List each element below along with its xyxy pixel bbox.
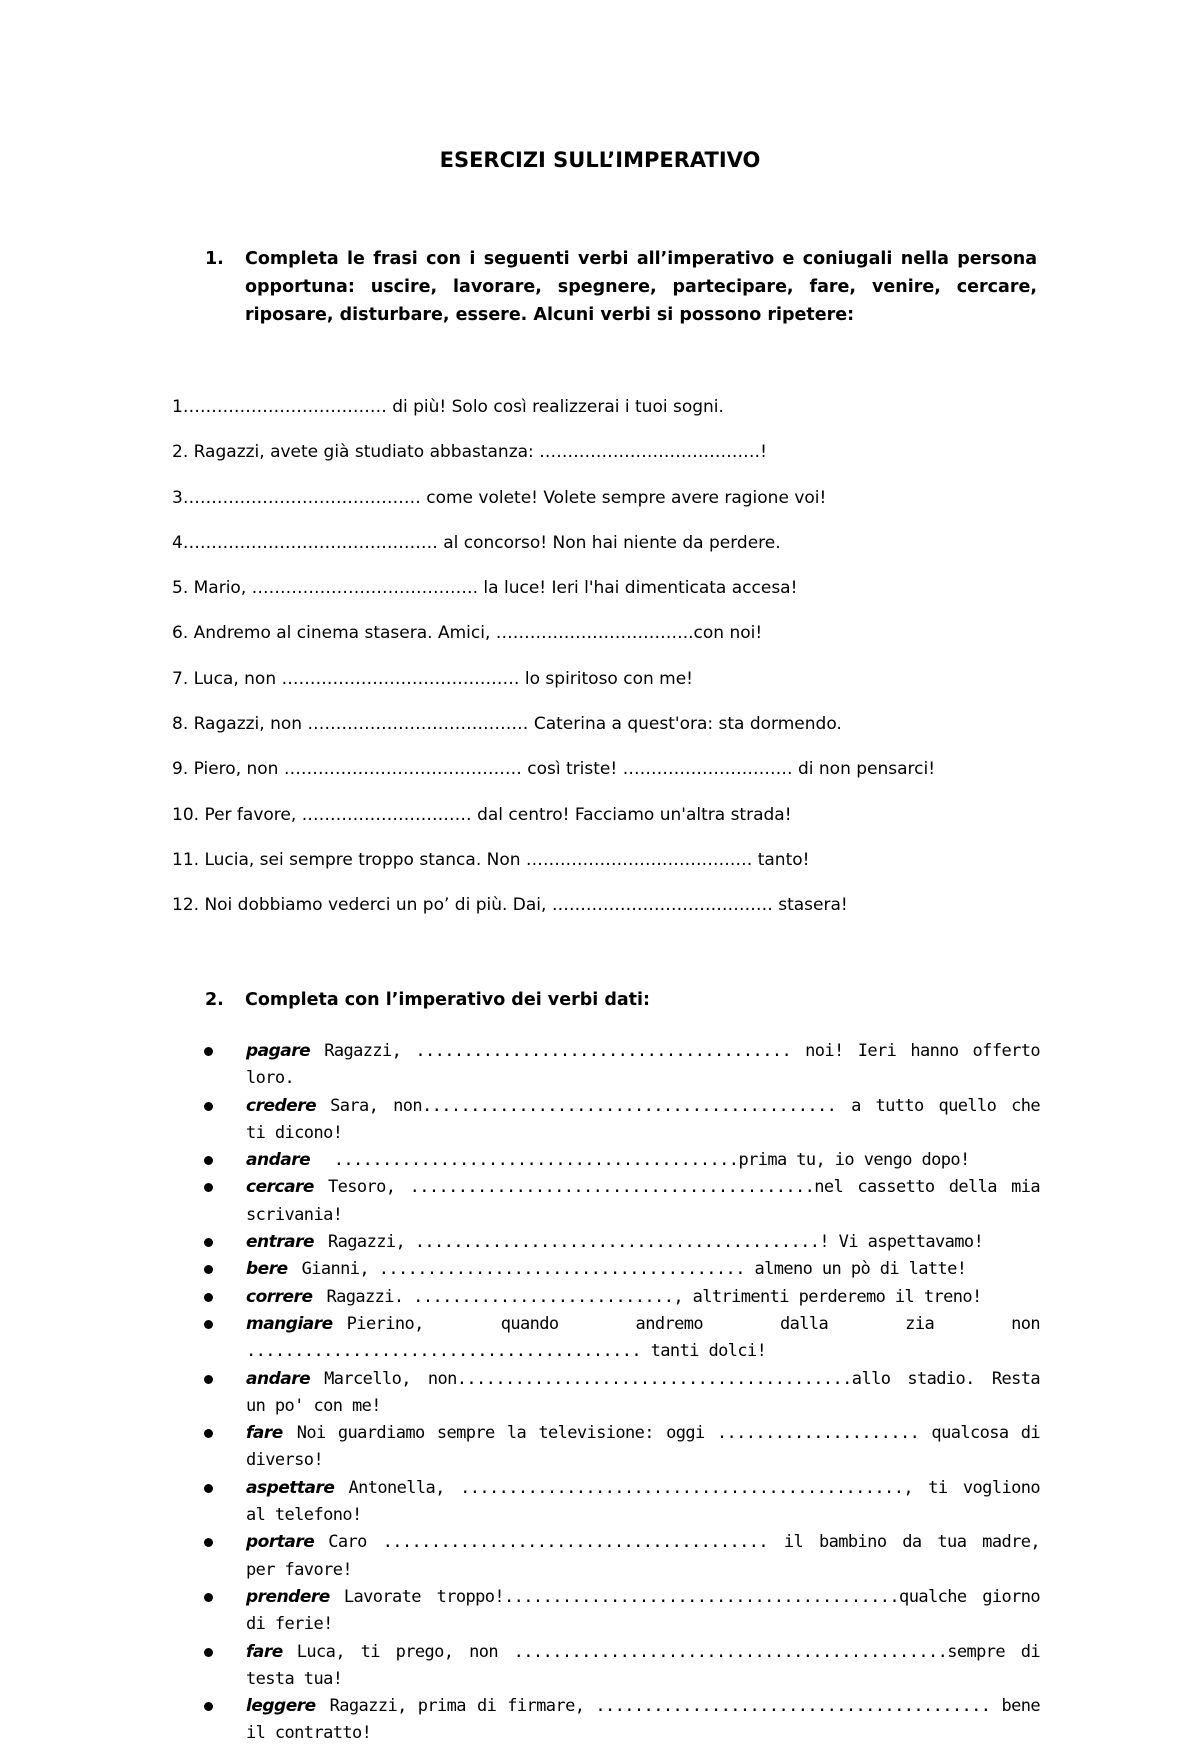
bullet-icon <box>204 1102 213 1111</box>
bullet-icon <box>204 1047 213 1056</box>
bullet-icon <box>204 1238 213 1247</box>
sentence-item: 6. Andremo al cinema stasera. Amici, ……………………………..con noi! <box>172 623 763 644</box>
exercise-1-heading <box>205 245 1037 329</box>
verb-label: bere <box>246 1259 288 1280</box>
sentence-item: 9. Piero, non …………………………………… così triste! ………………………… di non pensarci! <box>172 759 936 780</box>
item-text: Lavorate troppo!.........................................qualche giorno di ferie! <box>246 1586 1040 1635</box>
exercise-2-heading <box>205 986 1037 1014</box>
item-text: Tesoro, ..........................................nel cassetto della mia scrivania! <box>246 1177 1040 1225</box>
bullet-icon <box>204 1538 213 1547</box>
exercise-1-instruction: Completa le frasi con i seguenti verbi all’imperativo e coniugali nella persona opportuna: uscire, lavorare, spegnere, partecipare, fare, venire, cercare, riposare, disturbare, essere. Alcuni verbi si possono ripetere: <box>245 249 1037 325</box>
verb-label: fare <box>246 1641 283 1662</box>
item-text: Pierino, quando andremo dalla zia non ......................................... tanti dolci! <box>246 1313 1040 1362</box>
verb-label: aspettare <box>246 1477 335 1498</box>
verb-label: andare <box>246 1150 311 1171</box>
verb-label: portare <box>246 1532 315 1553</box>
list-item <box>204 1229 1040 1256</box>
verb-label: correre <box>246 1286 313 1307</box>
list-item <box>204 1284 1040 1311</box>
bullet-icon <box>204 1375 213 1384</box>
verb-label: cercare <box>246 1177 314 1198</box>
exercise-2-list <box>204 1038 1040 1748</box>
sentence-item: 1……………………………… di più! Solo così realizzerai i tuoi sogni. <box>172 397 724 417</box>
list-item <box>204 1475 1040 1530</box>
item-text: Antonella, .............................................., ti vogliono al telefono! <box>246 1477 1040 1526</box>
document-title: ESERCIZI SULL’IMPERATIVO <box>439 148 761 172</box>
item-text: Luca, ti prego, non .............................................sempre di testa tua! <box>246 1641 1040 1689</box>
verb-label: credere <box>246 1095 317 1116</box>
list-item <box>204 1639 1040 1694</box>
verb-label: prendere <box>246 1586 330 1607</box>
verb-label: entrare <box>246 1232 315 1253</box>
list-item <box>204 1366 1040 1421</box>
verb-label: fare <box>246 1423 283 1444</box>
sentence-item: 5. Mario, …………………………………. la luce! Ieri l'hai dimenticata accesa! <box>172 578 798 599</box>
verb-label: mangiare <box>246 1313 333 1334</box>
item-text: Ragazzi, ....................................... noi! Ieri hanno offerto loro. <box>246 1041 1040 1089</box>
exercise-2-instruction: Completa con l’imperativo dei verbi dati: <box>245 990 651 1010</box>
item-text: Sara, non........................................... a tutto quello che ti dicono! <box>246 1095 1040 1143</box>
bullet-icon <box>204 1484 213 1493</box>
bullet-icon <box>204 1320 213 1329</box>
item-text: Noi guardiamo sempre la televisione: oggi ..................... qualcosa di diverso! <box>246 1423 1040 1471</box>
bullet-icon <box>204 1183 213 1192</box>
sentence-item: 3…………………………………… come volete! Volete sempre avere ragione voi! <box>172 487 827 508</box>
item-text: Ragazzi, prima di firmare, ......................................... bene il contratto! <box>246 1696 1040 1744</box>
item-text: Ragazzi. ..........................., altrimenti perderemo il treno! <box>326 1286 982 1307</box>
list-item <box>204 1147 1040 1174</box>
list-item <box>204 1093 1040 1148</box>
exercise-2-number: 2. <box>205 990 224 1010</box>
list-item <box>204 1693 1040 1748</box>
item-text: Gianni, ...................................... almeno un pò di latte! <box>301 1259 967 1280</box>
exercise-1-number: 1. <box>205 249 224 269</box>
list-item <box>204 1256 1040 1283</box>
verb-label: pagare <box>246 1041 311 1061</box>
bullet-icon <box>204 1593 213 1602</box>
sentence-item: 7. Luca, non …………………………………… lo spiritoso con me! <box>172 668 693 689</box>
sentence-item: 11. Lucia, sei sempre troppo stanca. Non ……………………………….… tanto! <box>172 849 810 870</box>
verb-label: andare <box>246 1368 311 1389</box>
list-item <box>204 1584 1040 1639</box>
list-item <box>204 1038 1040 1093</box>
exercise-1-sentences <box>172 395 1072 939</box>
item-text: Ragazzi, ..........................................! Vi aspettavamo! <box>328 1232 984 1253</box>
item-text: ..........................................prima tu, io vengo dopo! <box>324 1150 970 1171</box>
item-text: Marcello, non.........................................allo stadio. Resta un po' con me! <box>246 1368 1040 1416</box>
sentence-item: 4……………………………………… al concorso! Non hai niente da perdere. <box>172 532 781 553</box>
bullet-icon <box>204 1156 213 1165</box>
bullet-icon <box>204 1429 213 1438</box>
list-item <box>204 1420 1040 1475</box>
bullet-icon <box>204 1293 213 1302</box>
list-item <box>204 1174 1040 1229</box>
bullet-icon <box>204 1702 213 1711</box>
list-item <box>204 1529 1040 1584</box>
item-text: Caro ........................................ il bambino da tua madre, per favore! <box>246 1532 1040 1580</box>
bullet-icon <box>204 1265 213 1274</box>
verb-label: leggere <box>246 1696 316 1717</box>
sentence-item: 12. Noi dobbiamo vederci un po’ di più. Dai, ………………………………… stasera! <box>172 895 848 916</box>
sentence-item: 2. Ragazzi, avete già studiato abbastanza: …………………………………! <box>172 442 767 463</box>
sentence-item: 10. Per favore, ………………………… dal centro! Facciamo un'altra strada! <box>172 804 792 825</box>
list-item <box>204 1311 1040 1366</box>
sentence-item: 8. Ragazzi, non ………………………………… Caterina a quest'ora: sta dormendo. <box>172 714 842 735</box>
bullet-icon <box>204 1648 213 1657</box>
